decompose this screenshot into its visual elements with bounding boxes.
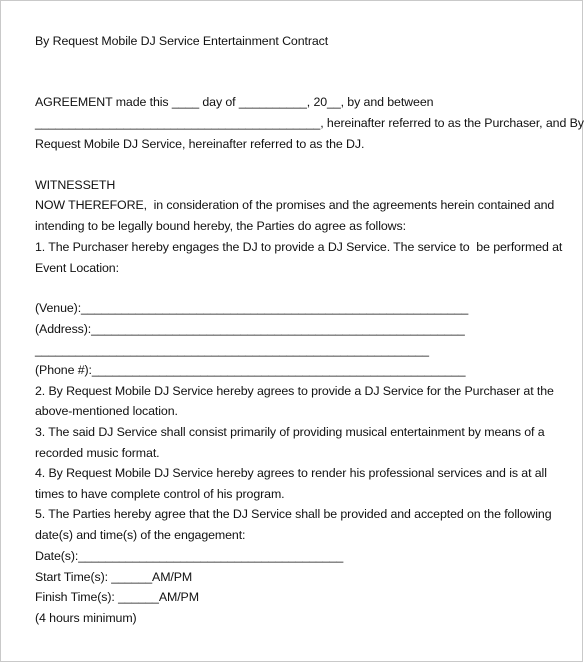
clause-line: 4. By Request Mobile DJ Service hereby agrees to render his professional services and is at all — [35, 466, 547, 480]
clause-line: 1. The Purchaser hereby engages the DJ to provide a DJ Service. The service to be performed at — [35, 240, 563, 254]
clause-line: above-mentioned location. — [35, 404, 178, 418]
finish-time-field-line: Finish Time(s): ______AM/PM — [35, 590, 199, 604]
document-title: By Request Mobile DJ Service Entertainment Contract — [35, 34, 329, 48]
start-time-field-line: Start Time(s): ______AM/PM — [35, 570, 193, 584]
clause-line: NOW THEREFORE, in consideration of the promises and the agreements herein contained and — [35, 198, 555, 212]
clause-line: date(s) and time(s) of the engagement: — [35, 528, 246, 542]
clause-line: 5. The Parties hereby agree that the DJ Service shall be provided and accepted on the following — [35, 507, 552, 521]
dj-definition-line: Request Mobile DJ Service, hereinafter referred to as the DJ. — [35, 137, 365, 151]
clause-line: recorded music format. — [35, 446, 160, 460]
date-field-line: Date(s):_______________________________________ — [35, 549, 344, 563]
phone-field-line: (Phone #):_______________________________________________________ — [35, 363, 466, 377]
witnesseth-heading: WITNESSETH — [35, 178, 116, 192]
clause-line: 3. The said DJ Service shall consist primarily of providing musical entertainment by means of a — [35, 425, 545, 439]
minimum-hours-note: (4 hours minimum) — [35, 611, 137, 625]
purchaser-line: __________________________________________, hereinafter referred to as the Purchaser, and By — [35, 116, 584, 130]
address-field-line: (Address):_______________________________________________________ — [35, 322, 465, 336]
agreement-line: AGREEMENT made this ____ day of __________, 20__, by and between — [35, 95, 434, 109]
address-continuation-line: __________________________________________________________ — [35, 343, 429, 357]
clause-line: times to have complete control of his program. — [35, 487, 285, 501]
clause-line: intending to be legally bound hereby, the Parties do agree as follows: — [35, 219, 406, 233]
clause-line: 2. By Request Mobile DJ Service hereby agrees to provide a DJ Service for the Purchaser at the — [35, 384, 554, 398]
event-location-label: Event Location: — [35, 261, 119, 275]
venue-field-line: (Venue):_________________________________________________________ — [35, 301, 469, 315]
